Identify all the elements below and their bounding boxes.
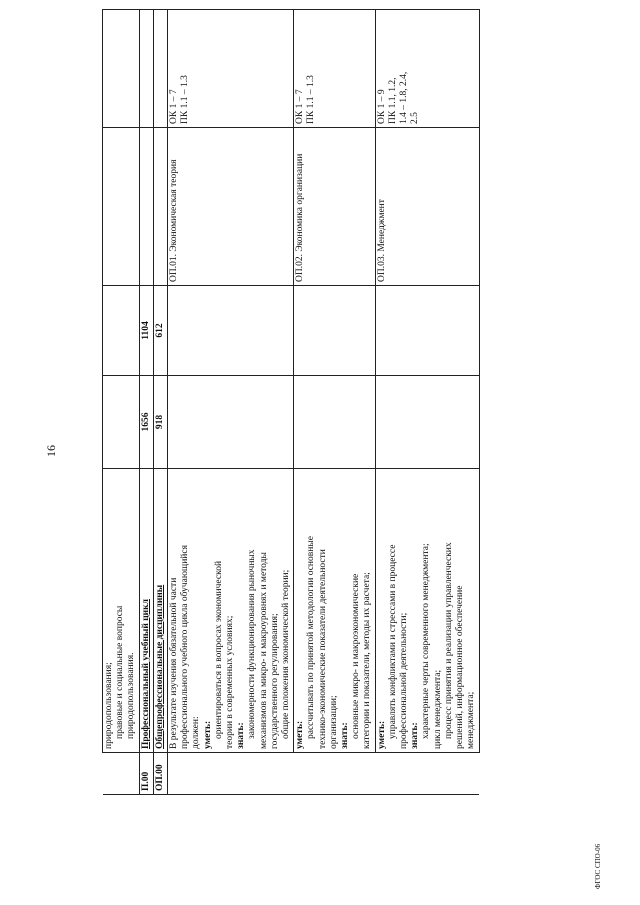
cycle-code: П.00 (139, 753, 153, 795)
discipline-requirements: В результате изучения обязательной части профессионального учебного цикла обучающийся должен: уметь: ориентироваться в вопросах экономической теории в современных условиях; знать: закономерности функционирования рыночных механизмов на микро- и макроуровнях и методы государственного регулирования; общие положения экономической теории; (168, 469, 294, 753)
subcycle-total-hours: 918 (153, 376, 167, 469)
table-row (168, 10, 294, 795)
cycle-required-hours: 1104 (139, 286, 153, 376)
table-row (103, 10, 140, 795)
discipline-name: ОП.03. Менеджмент (375, 128, 479, 286)
discipline-requirements: уметь: рассчитывать по принятой методологии основные технико-экономические показатели деятельности организации; знать: основные микро- и макроэкономические категории и показатели, методы их расчета; (294, 469, 375, 753)
table-row (294, 10, 375, 795)
discipline-name: ОП.02. Экономика организации (294, 128, 375, 286)
cycle-total-hours: 1656 (139, 376, 153, 469)
discipline-requirements: уметь: управлять конфликтами и стрессами в процессе профессиональной деятельности; знать: характерные черты современного менеджмента; цикл менеджмента; процесс принятия и реализации управленческих решений, информационное обеспечение менеджмента; (375, 469, 479, 753)
footer-code: ФГОС СПО-06 (594, 843, 602, 889)
continuation-cell: природопользования; правовые и социальные вопросы природопользования. (103, 469, 140, 753)
table-row (375, 10, 479, 795)
cycle-name: Профессиональный учебный цикл (139, 469, 153, 753)
discipline-competencies: ОК 1 – 7 ПК 1.1 – 1.3 (168, 10, 294, 128)
subcycle-name: Общепрофессиональные дисциплины (153, 469, 167, 753)
curriculum-table (102, 9, 480, 795)
table-row (153, 10, 167, 795)
page-number: 16 (44, 445, 58, 457)
subcycle-code: ОП.00 (153, 753, 167, 795)
discipline-competencies: ОК 1 – 7 ПК 1.1 – 1.3 (294, 10, 375, 128)
subcycle-required-hours: 612 (153, 286, 167, 376)
discipline-name: ОП.01. Экономическая теория (168, 128, 294, 286)
discipline-competencies: ОК 1 – 9 ПК 1.1, 1.2, 1.4 – 1.8, 2.4, 2.5 (375, 10, 479, 128)
table-row (139, 10, 153, 795)
